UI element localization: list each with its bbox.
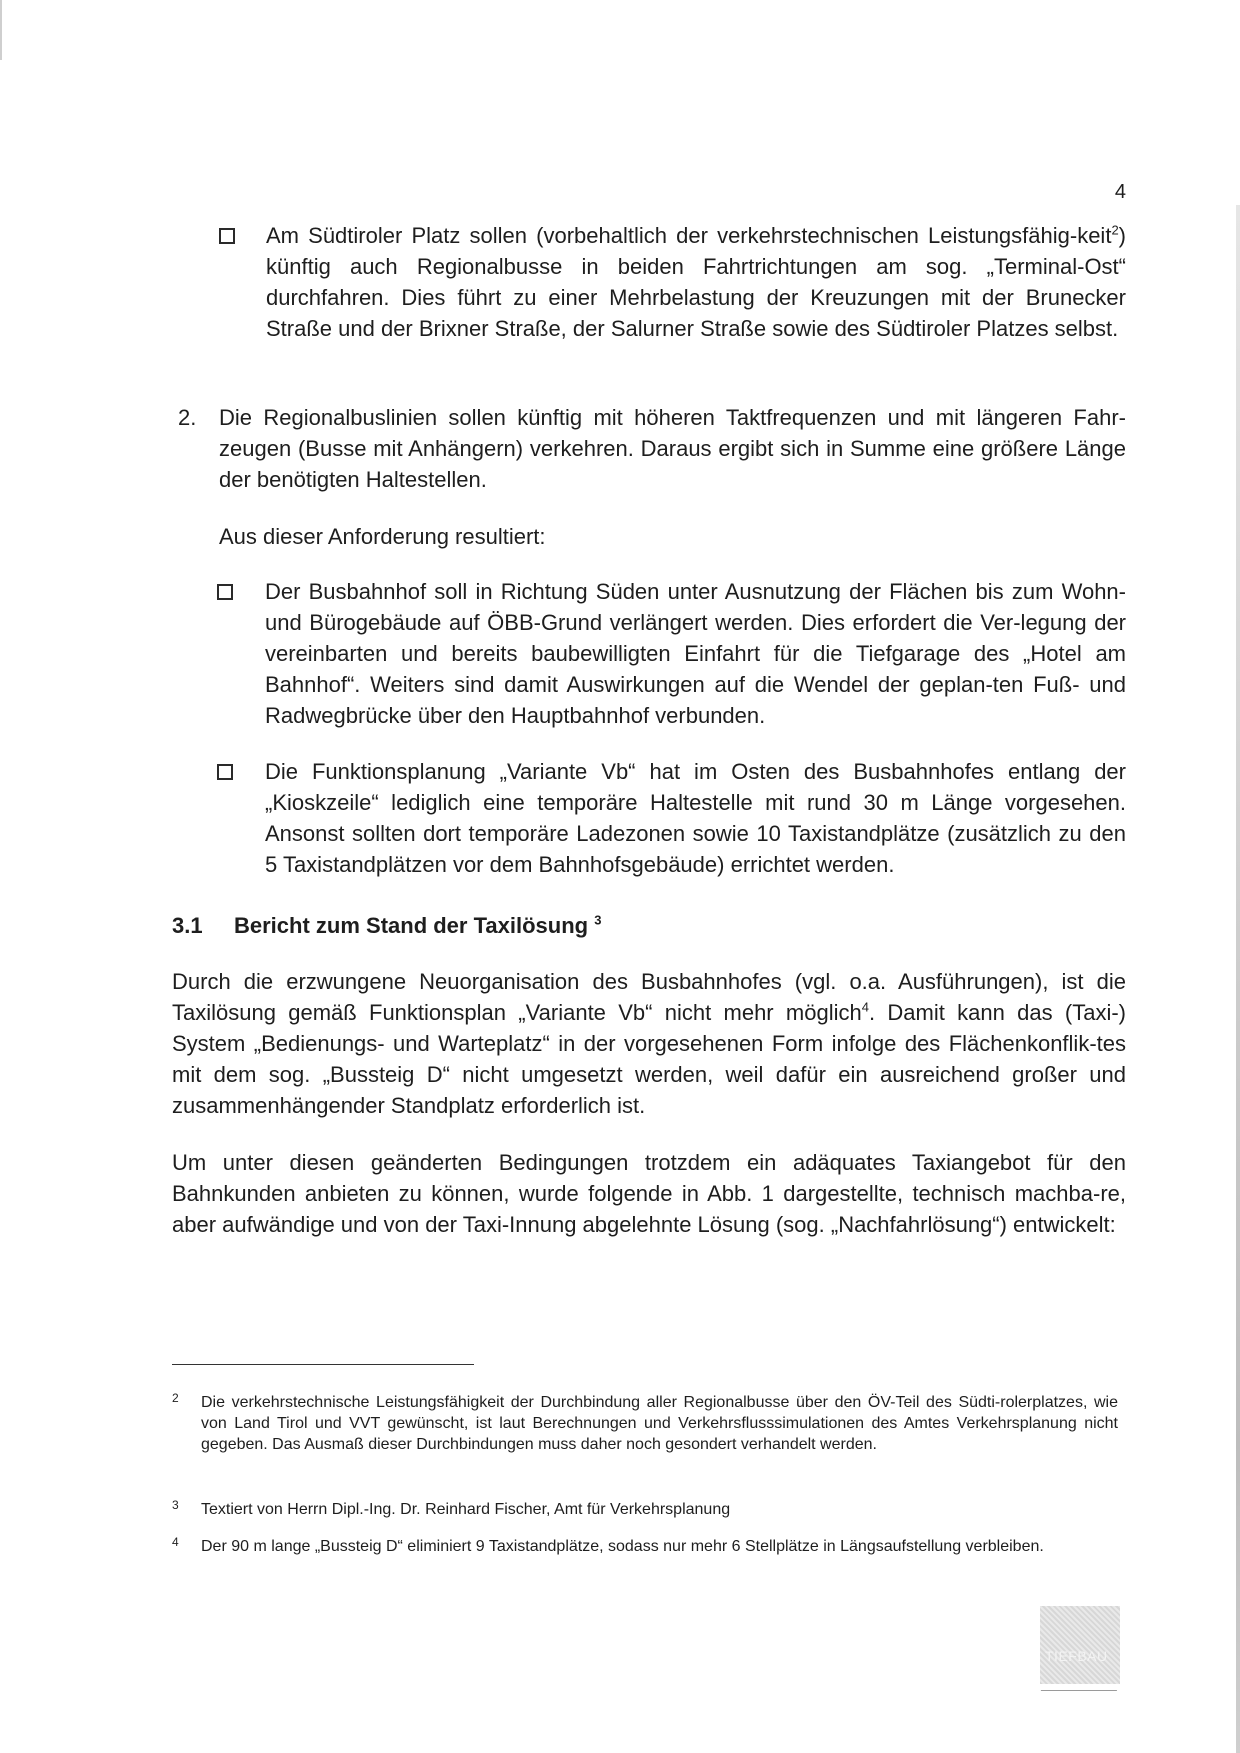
footnote-4: 4 Der 90 m lange „Bussteig D“ eliminiert 9 Taxistandplätze, sodass nur mehr 6 Stellplätze in Längsaufstellung verbleiben. [172, 1535, 1044, 1555]
section-paragraph-2: Um unter diesen geänderten Bedingungen trotzdem ein adäquates Taxiangebot für den Bahnkunden anbieten zu können, wurde folgende in Abb. 1 dargestellte, technisch machba-re, aber aufwändige und von der Taxi-Innung abgelehnte Lösung (sog. „Nachfahrlösung“) entwickelt: [172, 1150, 1126, 1237]
footnote-separator [172, 1364, 474, 1365]
scan-edge-left [0, 0, 2, 60]
page-number: 4 [1114, 181, 1126, 203]
bullet-funktionsplanung: Die Funktionsplanung „Variante Vb“ hat im Osten des Busbahnhofes entlang der „Kioskzeile“ lediglich eine temporäre Haltestelle mit rund 30 m Länge vorgesehen. Ansonst sollten dort temporäre Ladezonen sowie 10 Taxistandplätze (zusätzlich zu den 5 Taxistandplätzen vor dem Bahnhofsgebäude) errichtet werden. [265, 759, 1126, 877]
bullet-busbahnhof: Der Busbahnhof soll in Richtung Süden unter Ausnutzung der Flächen bis zum Wohn- und Bürogebäude auf ÖBB-Grund verlängert werden. Dies erfordert die Ver-legung der vereinbarten und bereits baubewilligten Einfahrt für die Tiefgarage des „Hotel am Bahnhof“. Weiters sind damit Auswirkungen auf die Wendel der geplan-ten Fuß- und Radwegbrücke über den Hauptbahnhof verbunden. [265, 579, 1126, 728]
bullet-checkbox-icon [219, 228, 235, 244]
section-heading: 3.1 Bericht zum Stand der Taxilösung $^3$ [172, 912, 602, 938]
section-paragraph-1: Durch die erzwungene Neuorganisation des Busbahnhofes (vgl. o.a. Ausführungen), ist die Taxilösung gemäß Funktionsplan „Variante Vb“ nicht mehr möglich$^4$. Damit kann das (Taxi-) System „Bedienungs- und Warteplatz“ in der vorgesehenen Form infolge des Flächenkonflik-tes mit dem sog. „Bussteig D“ nicht umgesetzt werden, weil dafür ein ausreichend großer und zusammenhängender Standplatz erforderlich ist. [172, 969, 1126, 1118]
tiefbau-stamp-logo: TIEFBAU [1040, 1606, 1120, 1684]
item2-lead: Aus dieser Anforderung resultiert: [219, 524, 546, 549]
bullet-checkbox-icon [217, 764, 233, 780]
list-number: 2. [178, 405, 197, 430]
footnote-ref: 2 [1111, 222, 1119, 238]
footnote-3: 3 Textiert von Herrn Dipl.-Ing. Dr. Reinhard Fischer, Amt für Verkehrsplanung [172, 1498, 731, 1518]
item2-text: Die Regionalbuslinien sollen künftig mit höheren Taktfrequenzen und mit längeren Fahr-zeugen (Busse mit Anhängern) verkehren. Daraus ergibt sich in Summe eine größere Länge der benötigten Haltestellen. [219, 405, 1126, 492]
stamp-signature-line [1041, 1684, 1120, 1691]
bullet-checkbox-icon [217, 584, 233, 600]
footnote-2: 2 Die verkehrstechnische Leistungsfähigkeit der Durchbindung aller Regionalbusse über den ÖV-Teil des Südti-rolerplatzes, wie von Land Tirol und VVT gewünscht, ist laut Berechnungen und Verkehrsflusssimulationen des Amtes Verkehrsplanung nicht gegeben. Das Ausmaß dieser Durchbindungen muss daher noch gesondert verhandelt werden. [172, 1391, 1118, 1453]
bullet-terminal-ost: Am Südtiroler Platz sollen (vorbehaltlich der verkehrstechnischen Leistungsfähig-keit$^2$) künftig auch Regionalbusse in beiden Fahrtrichtungen am sog. „Terminal-Ost“ durchfahren. Dies führt zu einer Mehrbelastung der Kreuzungen mit der Brunecker Straße und der Brixner Straße, der Salurner Straße sowie des Südtiroler Platzes selbst. [266, 222, 1126, 341]
footnote-ref: 4 [861, 999, 869, 1015]
scan-edge-right [1236, 205, 1240, 1753]
